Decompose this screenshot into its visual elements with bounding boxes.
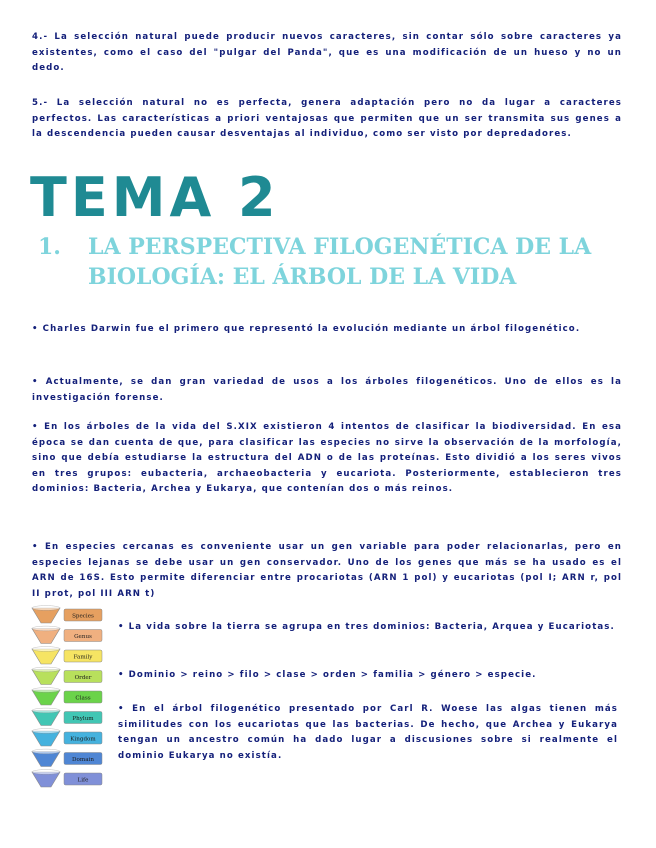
side-bullet-domains: • La vida sobre la tierra se agrupa en tres dominios: Bacteria, Arquea y Eucariotas. <box>118 622 615 632</box>
level-label-order: Order <box>74 675 92 681</box>
level-label-domain: Domain <box>72 757 94 763</box>
bullet-darwin: • Charles Darwin fue el primero que representó la evolución mediante un árbol filogenético. <box>32 324 581 334</box>
funnel-rim-domain <box>32 749 60 754</box>
taxonomy-funnel-figure <box>28 604 106 794</box>
funnel-rim-class <box>32 688 60 693</box>
page-title: TEMA 2 <box>30 166 280 229</box>
side-bullet-hierarchy: • Dominio > reino > filo > clase > orden > familia > género > especie. <box>118 670 537 680</box>
section-number: 1. <box>38 234 61 260</box>
level-label-species: Species <box>72 613 94 620</box>
level-label-class: Class <box>75 695 91 702</box>
bullet-uses: • Actualmente, se dan gran variedad de usos a los árboles filogenéticos. Uno de ellos es la investigación forense. <box>32 377 622 403</box>
item-5-text: 5.- La selección natural no es perfecta, genera adaptación pero no da lugar a caracteres perfectos. Las características a priori ventajosas que permiten que un ser transmita sus genes a la descendencia pueden causar desventajas al individuo, como ser visto por depredadores. <box>32 98 622 139</box>
funnel-rim-phylum <box>32 708 60 713</box>
funnel-rim-life <box>32 770 60 775</box>
funnel-rim-order <box>32 667 60 672</box>
item-4-text: 4.- La selección natural puede producir nuevos caracteres, sin contar sólo sobre caracteres ya existentes, como el caso del "pulgar del Panda", que es una modificación de un hueso y no un dedo. <box>32 32 622 73</box>
bullet-classification: • En los árboles de la vida del S.XIX existieron 4 intentos de clasificar la biodiversidad. En esa época se dan cuenta de que, para clasificar las especies no sirve la observación de la morfología, sino que debía estudiarse la estructura del ADN o de las proteínas. Esto dividió a los seres vivos en tres grupos: eubacteria, archaeobacteria y eucariota. Posteriormente, establecieron tres dominios: Bacteria, Archea y Eukarya, que contenían dos o más reinos. <box>32 422 622 494</box>
level-label-genus: Genus <box>74 634 92 640</box>
level-label-family: Family <box>73 654 93 661</box>
funnel-rim-family <box>32 647 60 652</box>
section-title: LA PERSPECTIVA FILOGENÉTICA DE LA BIOLOGÍA: EL ÁRBOL DE LA VIDA <box>88 234 592 290</box>
level-label-phylum: Phylum <box>72 716 94 722</box>
bullet-genes: • En especies cercanas es conveniente usar un gen variable para poder relacionarlas, pero en especies lejanas se debe usar un gen conservador. Uno de los genes que más se ha usado es el ARN de 16S. Esto permite diferenciar entre procariotas (ARN 1 pol) y eucariotas (pol I; ARN r, pol II prot, pol III ARN t) <box>32 542 622 599</box>
level-label-life: Life <box>77 777 89 784</box>
side-bullet-woese: • En el árbol filogenético presentado por Carl R. Woese las algas tienen más similitudes con los eucariotas que las bacterias. De hecho, que Archea y Eukarya tengan un ancestro común ha dado lugar a discusiones sobre si realmente el dominio Eukarya no existía. <box>118 704 618 761</box>
funnel-rim-species <box>32 606 60 611</box>
funnel-rim-genus <box>32 626 60 631</box>
level-label-kingdom: Kingdom <box>70 736 96 743</box>
funnel-rim-kingdom <box>32 729 60 734</box>
